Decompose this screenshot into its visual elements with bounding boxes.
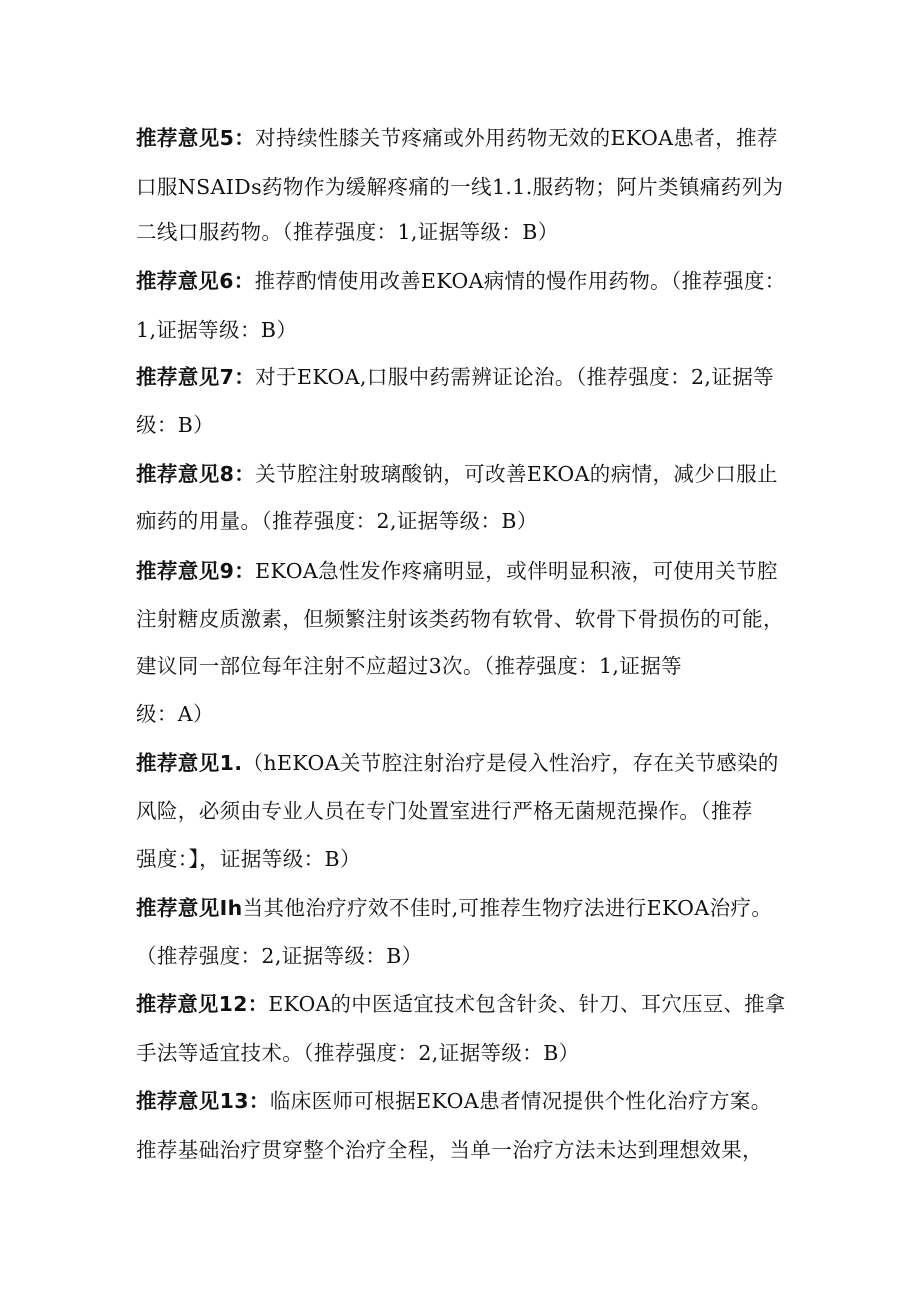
line-text: 手法等适宜技术。（推荐强度：2,证据等级：B） <box>136 1041 580 1065</box>
text-line <box>136 123 778 153</box>
text-line <box>136 1038 580 1068</box>
line-text: 临床医师可根据EKOA患者情况提供个性化治疗方案。 <box>269 1089 772 1113</box>
text-line <box>136 410 214 440</box>
line-text: 1,证据等级：B） <box>136 318 298 342</box>
text-line <box>136 699 214 729</box>
text-line <box>136 506 538 536</box>
line-text: 口服NSAIDs药物作为缓解疼痛的一线1.1.服药物；阿片类镇痛药列为 <box>136 175 784 199</box>
text-line <box>136 1086 772 1116</box>
line-text: 强度：】，证据等级：B） <box>136 847 361 871</box>
text-line <box>136 651 682 681</box>
text-line <box>136 315 297 345</box>
text-line <box>136 362 774 392</box>
text-line <box>136 604 784 634</box>
recommendation-label: 推荐意见1. <box>136 751 243 775</box>
line-text: 痂药的用量。（推荐强度：2,证据等级：B） <box>136 509 538 533</box>
text-line <box>136 796 753 826</box>
text-line <box>136 459 778 489</box>
text-line <box>136 941 423 971</box>
recommendation-label: 推荐意见5： <box>136 126 256 150</box>
line-text: 级：B） <box>136 413 215 437</box>
text-line <box>136 989 786 1019</box>
recommendation-label: 推荐意见13： <box>136 1089 270 1113</box>
line-text: EKOA急性发作疼痛明显，或伴明显积液，可使用关节腔 <box>255 559 778 583</box>
line-text: EKOA的中医适宜技术包含针灸、针刀、耳穴压豆、推拿 <box>268 992 786 1016</box>
text-line <box>136 172 783 202</box>
line-text: 风险，必须由专业人员在专门处置室进行严格无菌规范操作。（推荐 <box>136 799 753 823</box>
text-line <box>136 1135 763 1165</box>
recommendation-label: 推荐意见12： <box>136 992 269 1016</box>
line-text: 对持续性膝关节疼痛或外用药物无效的EKOA患者，推荐 <box>255 126 778 150</box>
line-text: 二线口服药物。（推荐强度：1,证据等级：B） <box>136 220 559 244</box>
recommendation-label: 推荐意见Ih <box>136 896 243 920</box>
line-text: 推荐酌情使用改善EKOA病情的慢作用药物。（推荐强度： <box>254 269 786 293</box>
text-line <box>136 893 772 923</box>
text-line <box>136 217 559 247</box>
recommendation-label: 推荐意见6： <box>136 269 255 293</box>
line-text: （推荐强度：2,证据等级：B） <box>136 944 423 968</box>
recommendation-label: 推荐意见9： <box>136 559 256 583</box>
text-line <box>136 748 779 778</box>
line-text: 对于EKOA,口服中药需辨证论治。（推荐强度：2,证据等 <box>255 365 775 389</box>
text-line <box>136 844 361 874</box>
recommendation-label: 推荐意见8： <box>136 462 256 486</box>
line-text: 注射糖皮质激素，但频繁注射该类药物有软骨、软骨下骨损伤的可能， <box>136 607 784 631</box>
line-text: （hEKOA关节腔注射治疗是侵入性治疗，存在关节感染的 <box>242 751 779 775</box>
line-text: 级：A） <box>136 702 214 726</box>
recommendation-label: 推荐意见7： <box>136 365 256 389</box>
line-text: 当其他治疗疗效不佳时,可推荐生物疗法进行EKOA治疗。 <box>242 896 773 920</box>
text-line <box>136 556 778 586</box>
text-line <box>136 266 786 296</box>
line-text: 建议同一部位每年注射不应超过3次。（推荐强度：1,证据等 <box>136 654 683 678</box>
line-text: 关节腔注射玻璃酸钠，可改善EKOA的病情，减少口服止 <box>255 462 778 486</box>
line-text: 推荐基础治疗贯穿整个治疗全程，当单一治疗方法未达到理想效果， <box>136 1138 763 1162</box>
